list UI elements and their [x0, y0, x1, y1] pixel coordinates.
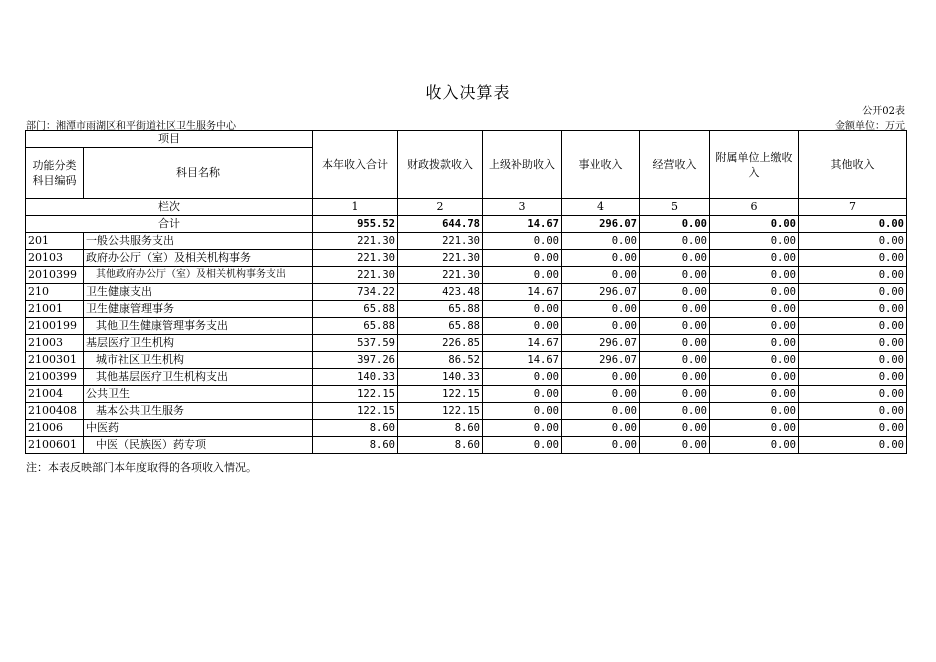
header-col-4: 事业收入: [562, 131, 640, 199]
row-value: 0.00: [710, 386, 799, 403]
row-value: 65.88: [313, 301, 398, 318]
table-row: [26, 335, 907, 352]
header-col-2: 财政拨款收入: [398, 131, 483, 199]
row-subject-name: 政府办公厅（室）及相关机构事务: [84, 250, 313, 267]
row-value: 65.88: [398, 301, 483, 318]
unit-label: 金额单位：万元: [835, 121, 905, 132]
footnote: 注：本表反映部门本年度取得的各项收入情况。: [26, 461, 257, 474]
row-value: 221.30: [313, 267, 398, 284]
row-value: 0.00: [562, 437, 640, 454]
row-value: 8.60: [313, 437, 398, 454]
row-value: 0.00: [640, 318, 710, 335]
table-row: [26, 318, 907, 335]
table-row: [26, 420, 907, 437]
table-row: [26, 386, 907, 403]
header-subject-name: 科目名称: [84, 148, 313, 199]
row-value: 0.00: [799, 301, 907, 318]
row-value: 0.00: [710, 250, 799, 267]
row-value: 0.00: [640, 267, 710, 284]
row-value: 122.15: [313, 403, 398, 420]
table-row: [26, 437, 907, 454]
row-code: 21003: [26, 335, 84, 352]
row-value: 0.00: [562, 403, 640, 420]
row-subject-name: 其他基层医疗卫生机构支出: [84, 369, 313, 386]
row-value: 0.00: [799, 369, 907, 386]
row-value: 296.07: [562, 335, 640, 352]
row-code: 2100199: [26, 318, 84, 335]
row-code: 21001: [26, 301, 84, 318]
row-value: 0.00: [483, 301, 562, 318]
row-index-cell: 6: [710, 199, 799, 216]
row-value: 14.67: [483, 335, 562, 352]
row-value: 0.00: [799, 233, 907, 250]
row-value: 0.00: [483, 386, 562, 403]
row-value: 0.00: [799, 352, 907, 369]
row-value: 221.30: [398, 250, 483, 267]
row-value: 0.00: [710, 267, 799, 284]
row-value: 0.00: [799, 437, 907, 454]
row-value: 122.15: [398, 403, 483, 420]
row-value: 122.15: [398, 386, 483, 403]
row-value: 86.52: [398, 352, 483, 369]
row-value: 0.00: [483, 369, 562, 386]
table-code: 公开02表: [862, 106, 905, 117]
row-code: 21006: [26, 420, 84, 437]
row-value: 0.00: [799, 403, 907, 420]
header-row-index-label: 栏次: [26, 199, 313, 216]
row-value: 0.00: [710, 369, 799, 386]
row-value: 14.67: [483, 352, 562, 369]
row-subject-name: 卫生健康支出: [84, 284, 313, 301]
table-row: [26, 403, 907, 420]
row-subject-name: 一般公共服务支出: [84, 233, 313, 250]
row-code: 2010399: [26, 267, 84, 284]
row-value: 0.00: [799, 420, 907, 437]
row-value: 221.30: [398, 233, 483, 250]
row-subject-name: 公共卫生: [84, 386, 313, 403]
row-value: 0.00: [710, 420, 799, 437]
row-value: 0.00: [483, 233, 562, 250]
page-title: 收入决算表: [425, 83, 511, 102]
row-value: 0.00: [562, 250, 640, 267]
row-value: 296.07: [562, 352, 640, 369]
row-value: 0.00: [562, 301, 640, 318]
row-value: 0.00: [799, 267, 907, 284]
row-subject-name: 基本公共卫生服务: [84, 403, 313, 420]
total-value: 644.78: [398, 216, 483, 233]
header-func-code: 功能分类 科目编码: [26, 148, 84, 199]
row-index-cell: 5: [640, 199, 710, 216]
total-value: 0.00: [799, 216, 907, 233]
row-code: 2100301: [26, 352, 84, 369]
row-value: 0.00: [640, 437, 710, 454]
row-value: 0.00: [640, 386, 710, 403]
row-code: 2100399: [26, 369, 84, 386]
table-row: [26, 352, 907, 369]
row-value: 0.00: [640, 403, 710, 420]
row-value: 0.00: [483, 267, 562, 284]
row-value: 226.85: [398, 335, 483, 352]
row-value: 734.22: [313, 284, 398, 301]
table-row: [26, 369, 907, 386]
row-value: 0.00: [562, 267, 640, 284]
row-value: 65.88: [313, 318, 398, 335]
row-value: 0.00: [799, 250, 907, 267]
row-code: 21004: [26, 386, 84, 403]
total-value: 296.07: [562, 216, 640, 233]
row-code: 201: [26, 233, 84, 250]
row-index-cell: 2: [398, 199, 483, 216]
row-value: 423.48: [398, 284, 483, 301]
row-value: 0.00: [710, 437, 799, 454]
table-row: [26, 250, 907, 267]
total-value: 955.52: [313, 216, 398, 233]
row-subject-name: 中医药: [84, 420, 313, 437]
row-value: 537.59: [313, 335, 398, 352]
row-subject-name: 其他卫生健康管理事务支出: [84, 318, 313, 335]
total-value: 0.00: [640, 216, 710, 233]
row-value: 140.33: [398, 369, 483, 386]
row-value: 0.00: [710, 318, 799, 335]
row-value: 0.00: [640, 233, 710, 250]
row-code: 2100601: [26, 437, 84, 454]
row-value: 0.00: [483, 250, 562, 267]
row-index-cell: 4: [562, 199, 640, 216]
row-value: 0.00: [710, 233, 799, 250]
row-value: 122.15: [313, 386, 398, 403]
row-value: 0.00: [640, 250, 710, 267]
row-value: 8.60: [398, 437, 483, 454]
row-value: 8.60: [398, 420, 483, 437]
row-value: 0.00: [640, 369, 710, 386]
row-index-cell: 3: [483, 199, 562, 216]
header-item: 项目: [26, 131, 313, 148]
total-value: 0.00: [710, 216, 799, 233]
row-value: 0.00: [562, 369, 640, 386]
row-subject-name: 中医（民族医）药专项: [84, 437, 313, 454]
table-row: [26, 284, 907, 301]
table-row: [26, 233, 907, 250]
header-col-6: 附属单位上缴收入: [710, 131, 799, 199]
row-index-cell: 1: [313, 199, 398, 216]
header-col-3: 上级补助收入: [483, 131, 562, 199]
income-table: [25, 130, 907, 454]
row-value: 221.30: [398, 267, 483, 284]
total-label: 合计: [26, 216, 313, 233]
row-value: 397.26: [313, 352, 398, 369]
row-value: 0.00: [483, 420, 562, 437]
row-value: 0.00: [562, 420, 640, 437]
row-value: 65.88: [398, 318, 483, 335]
row-value: 221.30: [313, 233, 398, 250]
total-row: [26, 216, 907, 233]
row-value: 0.00: [483, 437, 562, 454]
row-code: 20103: [26, 250, 84, 267]
row-value: 0.00: [640, 335, 710, 352]
row-subject-name: 城市社区卫生机构: [84, 352, 313, 369]
row-value: 0.00: [640, 420, 710, 437]
row-value: 0.00: [562, 233, 640, 250]
row-index-cell: 7: [799, 199, 907, 216]
row-subject-name: 卫生健康管理事务: [84, 301, 313, 318]
header-col-7: 其他收入: [799, 131, 907, 199]
row-value: 0.00: [710, 403, 799, 420]
row-value: 296.07: [562, 284, 640, 301]
row-value: 0.00: [562, 318, 640, 335]
total-value: 14.67: [483, 216, 562, 233]
row-value: 0.00: [562, 386, 640, 403]
row-value: 0.00: [710, 335, 799, 352]
row-value: 0.00: [640, 301, 710, 318]
row-code: 210: [26, 284, 84, 301]
row-subject-name: 基层医疗卫生机构: [84, 335, 313, 352]
header-col-5: 经营收入: [640, 131, 710, 199]
table-row: [26, 267, 907, 284]
row-subject-name: 其他政府办公厅（室）及相关机构事务支出: [84, 267, 313, 284]
row-value: 0.00: [799, 284, 907, 301]
row-value: 0.00: [640, 284, 710, 301]
header-col-1: 本年收入合计: [313, 131, 398, 199]
row-value: 140.33: [313, 369, 398, 386]
table-row: [26, 301, 907, 318]
row-value: 0.00: [799, 318, 907, 335]
row-value: 0.00: [483, 318, 562, 335]
row-value: 0.00: [640, 352, 710, 369]
row-value: 0.00: [799, 335, 907, 352]
row-value: 0.00: [710, 352, 799, 369]
row-value: 8.60: [313, 420, 398, 437]
row-value: 0.00: [710, 301, 799, 318]
row-code: 2100408: [26, 403, 84, 420]
row-value: 0.00: [710, 284, 799, 301]
row-value: 0.00: [799, 386, 907, 403]
department-label: 部门：湘潭市雨湖区和平街道社区卫生服务中心: [26, 121, 236, 132]
row-value: 14.67: [483, 284, 562, 301]
row-value: 221.30: [313, 250, 398, 267]
row-value: 0.00: [483, 403, 562, 420]
